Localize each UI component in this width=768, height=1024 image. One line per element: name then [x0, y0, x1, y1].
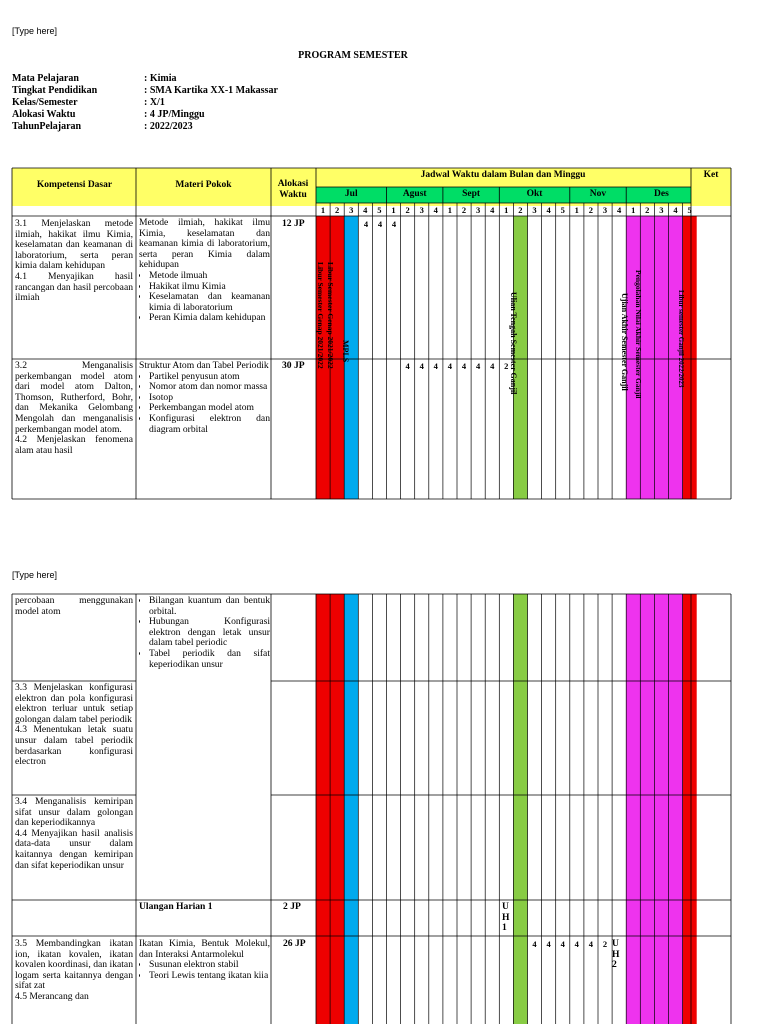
- week-label: 2: [588, 205, 594, 215]
- info-label: Kelas/Semester: [12, 97, 78, 108]
- schedule-column-fill: [513, 594, 527, 1024]
- month-label: Des: [654, 189, 669, 199]
- week-label: 4: [363, 205, 368, 215]
- alokasi-row-1: 12 JP: [282, 219, 305, 229]
- week-label: 2: [334, 205, 340, 215]
- alokasi-p2-ulangan: 2 JP: [283, 902, 301, 912]
- materi-intro: Struktur Atom dan Tabel Periodik: [139, 361, 269, 371]
- info-value: : Kimia: [144, 73, 177, 84]
- materi-item: • Isotop: [149, 393, 270, 404]
- month-label: Okt: [526, 189, 543, 199]
- week-mark: 4: [461, 361, 467, 371]
- week-label: 5: [687, 205, 692, 215]
- type-here-header: [Type here]: [12, 26, 58, 36]
- libur-genap-label-2: Libur Semester Genap 2021/2022: [326, 262, 335, 369]
- kd-item: 4.1 Menyajikan hasil rancangan dan hasil percobaan ilmiah: [15, 270, 133, 304]
- week-label: 3: [602, 205, 608, 215]
- kd-item: percobaan menggunakan model atom: [15, 596, 133, 617]
- uas-label: Ujian Akhir Semester Ganjil: [620, 293, 629, 391]
- materi-item: • Tabel periodik dan sifat keperiodikan unsur: [149, 649, 270, 670]
- week-label: 1: [574, 205, 579, 215]
- schedule-column-fill: [344, 594, 358, 1024]
- kd-item: 3.2 Menganalisis perkembangan model atom dari model atom Dalton, Thomson, Rutherford, Bohr, dan Mekanika Gelombang Mengolah dan menganalisis perkembangan model atom.: [15, 361, 133, 435]
- kd-item: 4.4 Menyajikan hasil analisis data-data unsur dalam kaitannya dengan kemiripan dan sifat keperiodikan unsur: [15, 827, 133, 871]
- week-label: 5: [560, 205, 565, 215]
- week-mark: 2: [602, 939, 608, 949]
- month-label: Nov: [589, 189, 607, 199]
- info-value: : 2022/2023: [144, 121, 193, 132]
- materi-item: • Metode ilmuah: [149, 271, 270, 282]
- week-mark: 4: [532, 939, 537, 949]
- week-mark: 2: [504, 361, 509, 371]
- week-label: 4: [673, 205, 678, 215]
- kd-item: 3.5 Membandingkan ikatan ion, ikatan kovalen, ikatan kovalen koordinasi, dan ikatan logam serta kaitannya dengan sifat zat: [15, 939, 133, 992]
- header-kompetensi-dasar: Kompetensi Dasar: [36, 180, 113, 190]
- week-mark: 4: [588, 939, 594, 949]
- materi-p2-row-5: [139, 939, 270, 981]
- materi-intro: Metode ilmiah, hakikat ilmu Kimia, keselamatan dan keamanan kimia di laboratorium, serta peran Kimia dalam kehidupan: [139, 218, 270, 271]
- materi-item: • Hakikat ilmu Kimia: [149, 282, 270, 293]
- week-label: 3: [475, 205, 481, 215]
- kd-item: 4.5 Merancang dan: [15, 990, 89, 1002]
- week-label: 1: [320, 205, 326, 215]
- kd-item: 3.1 Menjelaskan metode ilmiah, hakikat ilmu Kimia, keselamatan dan keamanan di laboratorium, serta peran kimia dalam kehidupan: [15, 219, 133, 272]
- schedule-column-fill: [640, 594, 654, 1024]
- materi-item: • Bilangan kuantum dan bentuk orbital.: [149, 596, 270, 617]
- week-mark: 4: [546, 939, 551, 949]
- mpls-label: MPLS: [341, 340, 350, 363]
- week-mark: 4: [405, 361, 410, 371]
- materi-item: • Hubungan Konfigurasi elektron dengan letak unsur dalam tabel periodic: [149, 617, 270, 649]
- schedule-column-fill: [316, 594, 330, 1024]
- kd-item: 4.3 Menentukan letak suatu unsur dalam tabel periodik berdasarkan konfigurasi electron: [15, 724, 133, 768]
- week-mark: 4: [433, 361, 438, 371]
- type-here-header-2: [Type here]: [12, 570, 58, 580]
- uh1-mark: U H 1: [502, 902, 510, 933]
- month-label: Agust: [402, 189, 427, 199]
- alokasi-row-2: 30 JP: [282, 361, 305, 371]
- week-mark: 4: [475, 361, 481, 371]
- info-value: : 4 JP/Minggu: [144, 109, 205, 120]
- week-label: 2: [645, 205, 650, 215]
- header-jadwal: Jadwal Waktu dalam Bulan dan Minggu: [420, 170, 586, 180]
- kd-item: 4.2 Menjelaskan fenomena alam atau hasil: [15, 434, 133, 456]
- nilai-label: Pengolahan Nilai Akhir Semester Ganjil: [634, 270, 643, 399]
- materi-item: • Partikel penyusun atom: [149, 372, 270, 383]
- kd-item: 3.3 Menjelaskan konfigurasi elektron dan pola konfigurasi elektron terluar untuk setiap golongan dalam tabel periodik: [15, 683, 133, 725]
- schedule-column-fill: [654, 594, 668, 1024]
- materi-item: • Peran Kimia dalam kehidupan: [149, 313, 270, 324]
- kd-p2-row-5: [15, 939, 133, 1003]
- kd-p2-row-1: [15, 596, 133, 617]
- week-label: 4: [490, 205, 495, 215]
- kd-item: 3.4 Menganalisis kemiripan sifat unsur dalam golongan dan keperiodikannya: [15, 797, 133, 829]
- month-label: Sept: [462, 189, 481, 199]
- materi-p2-row-1: [139, 596, 270, 670]
- schedule-column-fill: [683, 594, 697, 1024]
- page-title: PROGRAM SEMESTER: [298, 50, 408, 61]
- week-label: 2: [518, 205, 523, 215]
- materi-item: • Susunan elektron stabil: [149, 960, 270, 971]
- schedule-column-fill: [330, 594, 344, 1024]
- schedule-column-fill: [669, 594, 683, 1024]
- schedule-column-fill: [626, 594, 640, 1024]
- materi-item: • Nomor atom dan nomor massa: [149, 382, 270, 393]
- week-label: 5: [377, 205, 382, 215]
- materi-item: • Perkembangan model atom: [149, 403, 270, 414]
- week-label: 4: [616, 205, 622, 215]
- libur-ganjil-label: Libur semester Ganjil 2022/2023: [677, 290, 685, 388]
- materi-p2-ulangan: Ulangan Harian 1: [139, 902, 213, 912]
- info-label: Alokasi Waktu: [12, 109, 76, 120]
- week-mark: 4: [419, 361, 424, 371]
- week-label: 2: [405, 205, 410, 215]
- week-label: 3: [532, 205, 537, 215]
- week-label: 1: [391, 205, 396, 215]
- kd-p2-row-3: [15, 797, 133, 871]
- info-value: : X/1: [144, 97, 165, 108]
- week-mark: 4: [377, 219, 383, 229]
- alokasi-p2-row-5: 26 JP: [283, 939, 306, 949]
- materi-item: • Keselamatan dan keamanan kimia di laboratorium: [149, 292, 270, 313]
- week-mark: 4: [447, 361, 453, 371]
- week-label: 1: [631, 205, 636, 215]
- header-materi-pokok: Materi Pokok: [175, 180, 232, 190]
- week-label: 3: [349, 205, 354, 215]
- week-label: 3: [419, 205, 424, 215]
- info-label: Tingkat Pendidikan: [12, 85, 98, 96]
- week-label: 2: [461, 205, 467, 215]
- header-ket: Ket: [703, 170, 719, 180]
- materi-intro: Ikatan Kimia, Bentuk Molekul, dan Interaksi Antarmolekul: [139, 939, 270, 960]
- month-label: Jul: [344, 189, 358, 199]
- week-label: 1: [447, 205, 453, 215]
- libur-genap-label: Libur Semester Genap 2021/2022: [316, 262, 325, 369]
- info-label: TahunPelajaran: [12, 121, 82, 132]
- header-alokasi-waktu: Alokasi Waktu: [277, 179, 309, 200]
- uh2-mark: U H 2: [612, 939, 620, 970]
- week-label: 4: [546, 205, 551, 215]
- kd-p2-row-2: [15, 683, 133, 768]
- materi-item: • Teori Lewis tentang ikatan kiia: [149, 971, 270, 982]
- week-mark: 4: [490, 361, 495, 371]
- week-mark: 4: [574, 939, 579, 949]
- week-mark: 4: [391, 219, 397, 229]
- week-mark: 4: [560, 939, 565, 949]
- week-label: 1: [504, 205, 509, 215]
- week-mark: 4: [363, 219, 369, 229]
- info-value: : SMA Kartika XX-1 Makassar: [144, 85, 278, 96]
- week-label: 3: [659, 205, 664, 215]
- materi-item: • Konfigurasi elektron dan diagram orbital: [149, 414, 270, 435]
- info-label: Mata Pelajaran: [12, 73, 79, 84]
- week-label: 4: [433, 205, 438, 215]
- uts-label: Ulian Tengah Semester Ganjil: [509, 292, 518, 395]
